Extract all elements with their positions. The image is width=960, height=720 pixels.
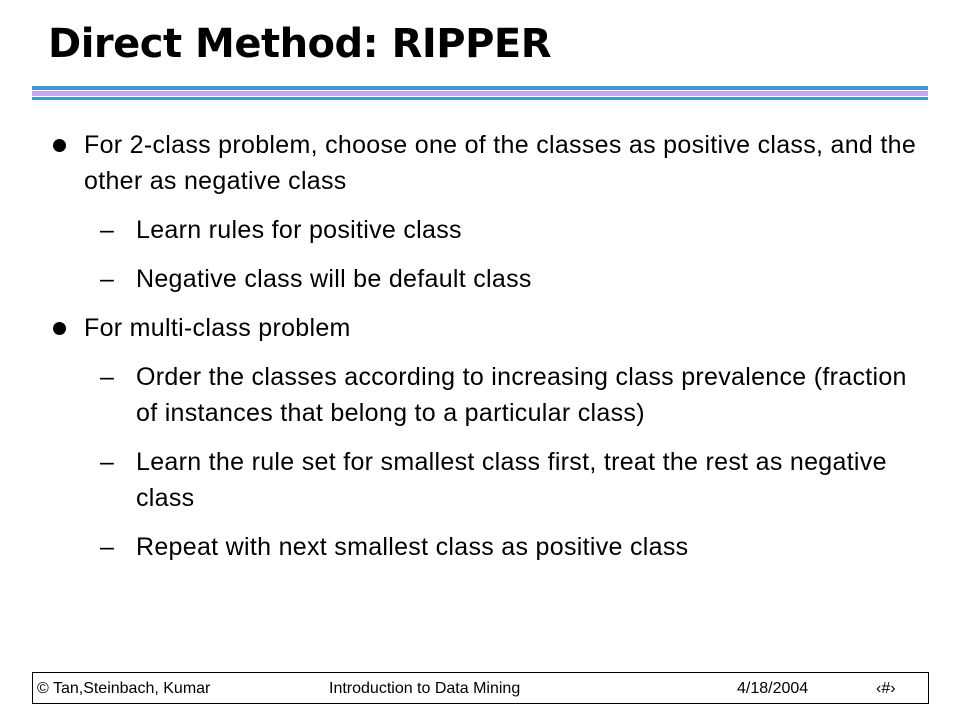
subitem-smallest-first <box>48 444 928 516</box>
slide-content <box>48 127 928 578</box>
footer-date: 4/18/2004 <box>737 680 809 697</box>
subitem-text: Repeat with next smallest class as positive class <box>136 533 689 561</box>
dash-icon: – <box>100 363 115 391</box>
subitem-text: Learn rules for positive class <box>136 216 462 244</box>
bullet-multi-class <box>48 310 928 346</box>
bullet-two-class <box>48 127 928 199</box>
subitem-positive-rules <box>48 212 928 248</box>
subitem-text: Order the classes according to increasing class prevalence (fraction of instances that belong to a particular class) <box>136 363 907 427</box>
dash-icon: – <box>100 448 115 476</box>
title-rule-top <box>32 86 928 90</box>
dash-icon: – <box>100 533 115 561</box>
bullet-dot-icon <box>53 139 66 152</box>
dash-icon: – <box>100 216 115 244</box>
dash-icon: – <box>100 265 115 293</box>
subitem-repeat <box>48 529 928 565</box>
bullet-text: For 2-class problem, choose one of the classes as positive class, and the other as negative class <box>84 131 917 195</box>
slide-title: Direct Method: RIPPER <box>48 21 552 67</box>
subitem-order-classes <box>48 359 928 431</box>
footer-authors: © Tan,Steinbach, Kumar <box>37 680 211 697</box>
title-rule-middle <box>32 91 928 96</box>
subitem-text: Negative class will be default class <box>136 265 532 293</box>
bullet-text: For multi-class problem <box>84 314 351 342</box>
subitem-text: Learn the rule set for smallest class first, treat the rest as negative class <box>136 448 887 512</box>
bullet-dot-icon <box>53 322 66 335</box>
subitem-negative-default <box>48 261 928 297</box>
title-rule-bottom <box>32 97 928 100</box>
footer-page-number: ‹#› <box>876 680 896 697</box>
footer-course: Introduction to Data Mining <box>329 680 521 697</box>
